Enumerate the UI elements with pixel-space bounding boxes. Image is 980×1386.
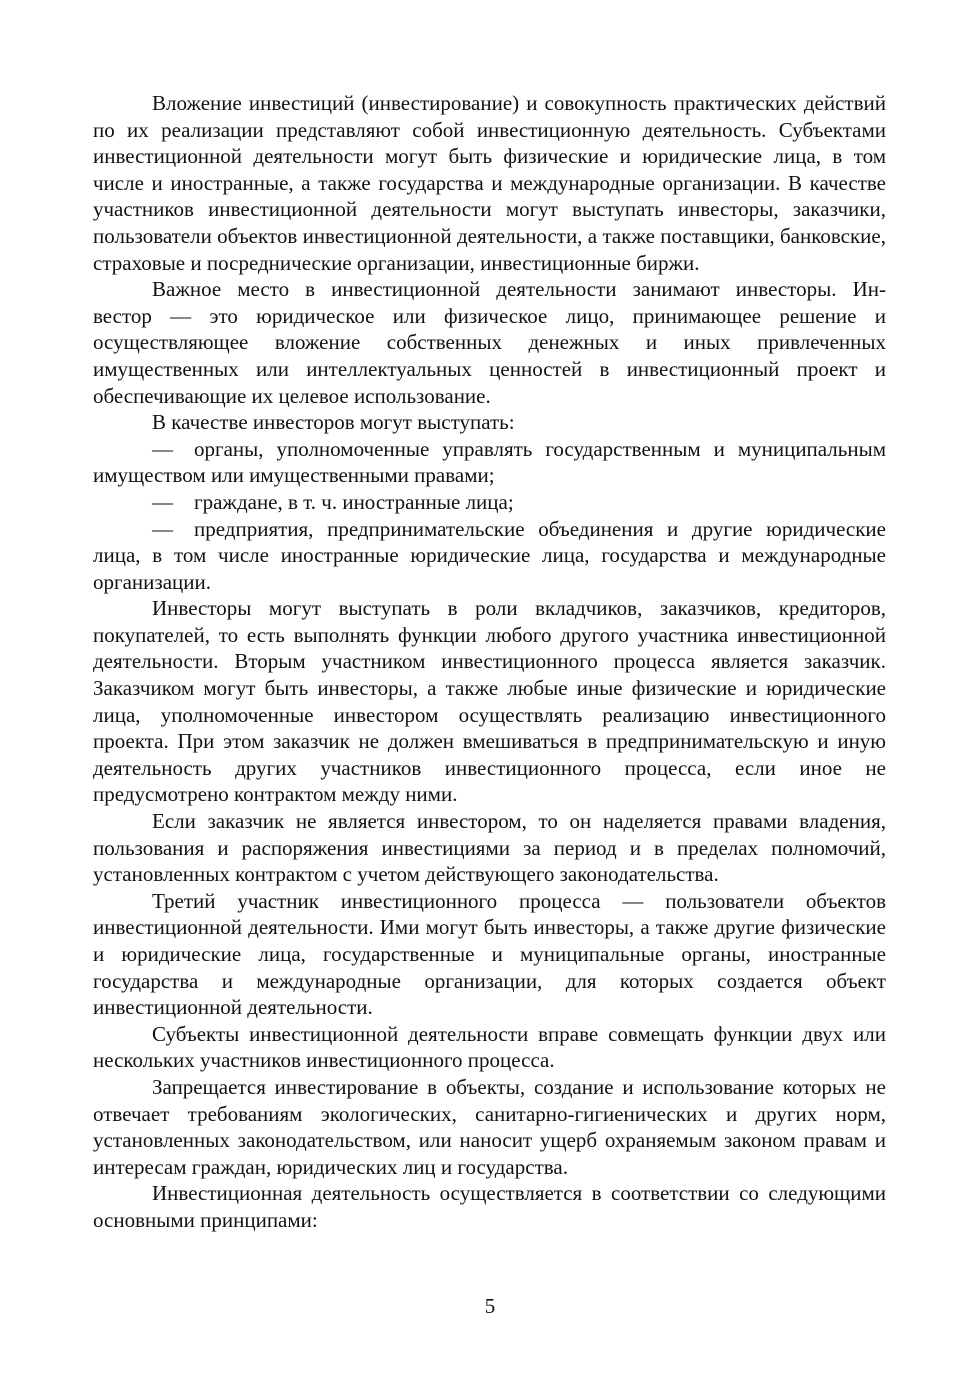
paragraph-prohibition: Запрещается инвестирование в объекты, создание и использование которых не отвечает требованиям экологических, санитарно-гигиенических и других норм, установленных законодательством, или наносит ущерб охраняемым законом правам и интересам граждан, юридических лиц и государства. [93, 1074, 886, 1179]
page-number: 5 [484, 1294, 496, 1318]
paragraph-investment-activity: Вложение инвестиций (инвестирование) и совокупность практических действий по их реализации представляют собой инвестиционную деятельность. Субъектами инвестиционной деятельности могут быть физические и юридические лица, в том числе и иностранные, а также государства и международные организации. В качестве участников инвестиционной деятельности могут выступать инвесторы, заказчики, пользователи объектов инвестиционной деятельности, а также поставщики, банковские, страховые и посреднические организации, инвестиционные биржи. [93, 91, 886, 275]
document-body [93, 90, 886, 1234]
paragraph-investors-list-intro: В качестве инвесторов могут выступать: [152, 410, 515, 435]
paragraph-customer: Инвесторы могут выступать в роли вкладчиков, заказчиков, кредиторов, покупателей, то есть выполнять функции любого другого участника инвестиционной деятельности. Вторым участником инвестиционного процесса является заказчик. Заказчиком могут быть инвесторы, а также любые иные физические и юридические лица, уполномоченные инвестором осуществлять реализацию инвестиционного проекта. При этом заказчик не должен вмешиваться в предпринимательскую и иную деятельность других участников инвестиционного процесса, если иное не предусмотрено контрактом между ними. [93, 596, 886, 807]
list-item-authorities: — органы, уполномоченные управлять государственным и муниципальным имуществом или имущественными правами; [93, 436, 886, 488]
list-item-citizens: — граждане, в т. ч. иностранные лица; [152, 489, 514, 514]
paragraph-users: Третий участник инвестиционного процесса — пользователи объектов инвестиционной деятельности. Ими могут быть инвесторы, а также другие физические и юридические лица, государственные и муниципальные органы, иностранные государства и международные организации, для которых создается объект инвестиционной деятельности. [93, 888, 886, 1020]
paragraph-customer-rights: Если заказчик не является инвестором, то он наделяется правами владения, пользования и распоряжения инвестициями за период и в пределах полномочий, установленных контрактом с учетом действующего законодательства. [93, 809, 886, 887]
paragraph-combining-functions: Субъекты инвестиционной деятельности вправе совмещать функции двух или нескольких участников инвестиционного процесса. [93, 1021, 886, 1073]
paragraph-principles: Инвестиционная деятельность осуществляется в соответствии со следующими основными принципами: [93, 1181, 886, 1232]
list-item-enterprises: — предприятия, предпринимательские объединения и другие юридические лица, в том числе иностранные юридические лица, государства и международные организации. [93, 516, 886, 594]
paragraph-investors-definition: Важное место в инвестиционной деятельности занимают инвесторы. Инвестор — это юридическое или физическое лицо, принимающее решение и осуществляющее вложение собственных денежных и иных привлеченных имущественных или интеллектуальных ценностей в инвестиционный проект и обеспечивающие их целевое использование. [93, 277, 886, 408]
